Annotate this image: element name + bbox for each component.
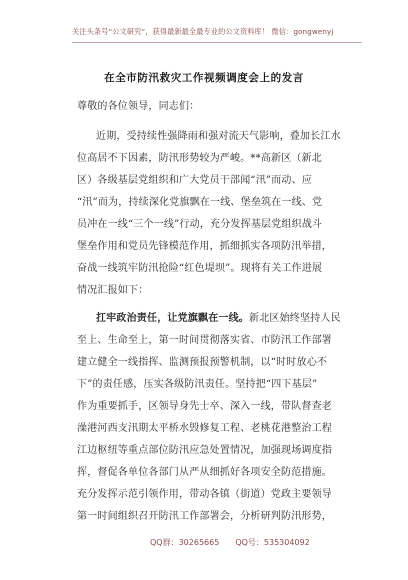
paragraph-line-text: 近期，受持续性强降雨和强对流天气影响，叠加长江水 — [96, 131, 341, 142]
document-title: 在全市防汛救灾工作视频调度会上的发言 — [104, 72, 304, 84]
paragraph-line: 员冲在一线“三个一线”行动，充分发挥基层党组织战斗 — [77, 219, 323, 230]
paragraph-line: 情况汇报如下： — [77, 285, 149, 296]
salutation: 尊敬的各位领导，同志们： — [77, 101, 200, 112]
paragraph-line: 江边枢纽等重点部位防汛应急处置情况，加强现场调度指 — [77, 445, 332, 456]
paragraph-line: 奋战一线筑牢防汛抢险“红色堤坝”。现将有关工作进展 — [77, 263, 323, 274]
paragraph-line: 建立健全一线指挥、监测预报预警机制，以“时时放心不 — [77, 357, 328, 368]
paragraph-line: 区）各级基层党组织和广大党员干部闻“汛”而动、应 — [77, 175, 313, 186]
paragraph-2 — [77, 308, 341, 528]
paragraph-line: 充分发挥示范引领作用，带动各镇（街道）党政主要领导 — [77, 489, 332, 500]
section-heading: 扛牢政治责任，让党旗飘在一线。 — [96, 313, 249, 324]
footer-contact — [150, 537, 350, 548]
header-divider — [72, 42, 362, 43]
qq-number: QQ号：535304092 — [235, 538, 310, 547]
paragraph-line: 澡港河西支汛期太平桥水毁修复工程、老桃花港整治工程 — [77, 423, 332, 434]
paragraph-line: “汛”而为，持续深化党旗飘在一线、堡垒筑在一线、党 — [77, 197, 323, 208]
qq-group-number: QQ群：30265665 — [150, 538, 220, 547]
paragraph-line: 堡垒作用和党员先锋模范作用，抓细抓实各项防汛举措， — [77, 241, 332, 252]
paragraph-line: 位高居不下因素，防汛形势较为严峻。**高新区（新北 — [77, 153, 322, 164]
paragraph-line — [77, 126, 341, 148]
paragraph-line: 至上、生命至上，第一时间贯彻落实省、市防汛工作部署 — [77, 335, 332, 346]
paragraph-line: 作为重要抓手，区领导身先士卒、深入一线，带队督查老 — [77, 401, 332, 412]
header-banner: 关注头条号“公文研究”，获得最新最全最专业的公文资料库！ 微信：gongwenyj — [72, 27, 334, 36]
paragraph-1 — [77, 126, 341, 302]
paragraph-line: 下”的责任感，压实各级防汛责任。坚持把“四下基层” — [77, 379, 318, 390]
paragraph-line-text: 新北区始终坚持人民 — [249, 313, 341, 324]
paragraph-line — [77, 308, 341, 330]
paragraph-line: 挥，督促各单位各部门从严从细抓好各项安全防范措施。 — [77, 467, 332, 478]
document-body — [77, 96, 341, 528]
paragraph-line: 第一时间组织召开防汛工作部署会，分析研判防汛形势， — [77, 511, 332, 522]
